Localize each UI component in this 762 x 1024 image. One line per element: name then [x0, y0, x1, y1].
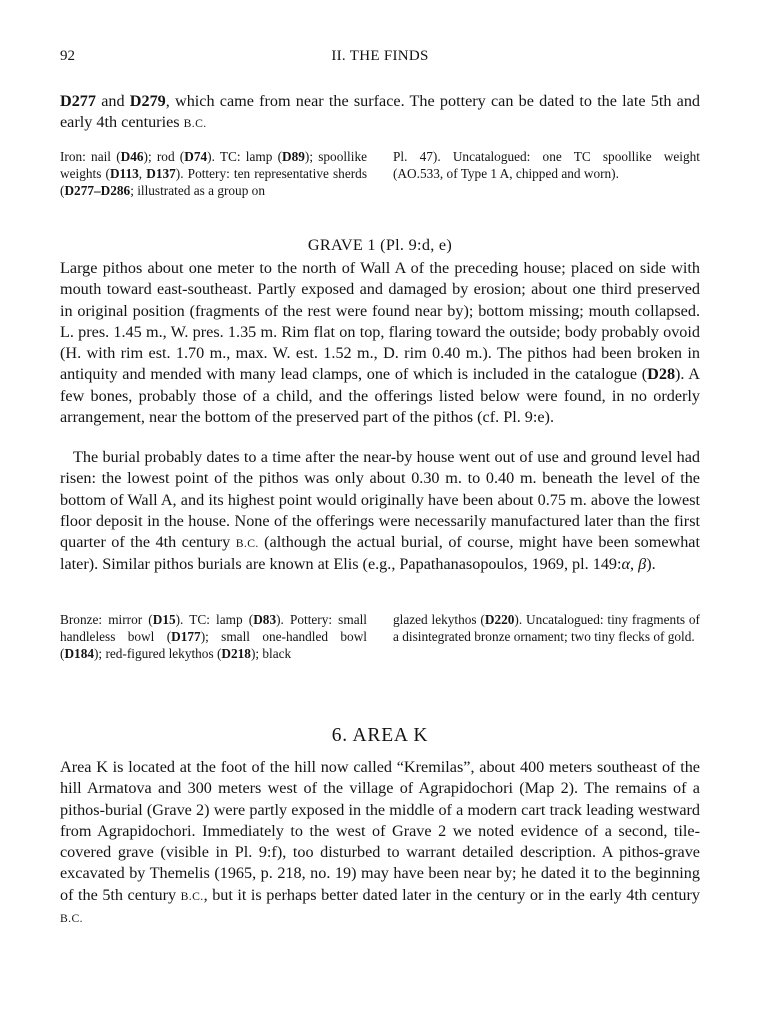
finds-list-2-right: glazed lekythos (D220). Uncatalogued: tiny fragments of a disintegrated bronze ornament; two tiny flecks of gold. — [393, 612, 700, 645]
catalogue-ref: D279 — [129, 92, 166, 110]
area-k-description: Area K is located at the foot of the hill now called “Kremilas”, about 400 meters southeast of the hill Armatova and 300 meters west of the village of Agrapidochori (Map 2). The remains of a pithos-burial (Grave 2) were partly exposed in the middle of a modern cart track leading westward from Agrapidochori. Immediately to the west of Grave 2 we noted evidence of a second, tile-covered grave (visible in Pl. 9:f), too disturbed to warrant detailed description. A pithos-grave excavated by Themelis (1965, p. 218, no. 19) may have been near by; he dated it to the beginning of the 5th century B.C., but it is perhaps better dated later in the century or in the early 4th century B.C. — [60, 758, 701, 926]
finds-list-1-right: Pl. 47). Uncatalogued: one TC spoollike weight (AO.533, of Type 1 A, chipped and worn). — [393, 149, 700, 182]
catalogue-ref: D28 — [647, 365, 676, 384]
running-title: II. THE FINDS — [331, 48, 429, 64]
page-header — [60, 48, 700, 72]
catalogue-ref: D277 — [60, 92, 96, 110]
grave-1-description: Large pithos about one meter to the north of Wall A of the preceding house; placed on side with mouth toward east-southeast. Partly exposed and damaged by erosion; about one third preserved in original position (fragments of the rest were found near by); bottom missing; mouth collapsed. L. pres. 1.45 m., W. pres. 1.35 m. Rim flat on top, flaring toward the outside; body probably ovoid (H. with rim est. 1.70 m., max. W. est. 1.52 m., D. rim 0.40 m.). The pithos had been broken in antiquity and mended with many lead clamps, one of which is included in the catalogue (D28). A few bones, probably those of a child, and the offerings listed below were found, in no orderly arrangement, near the bottom of the preserved part of the pithos (cf. Pl. 9:e). — [60, 259, 700, 427]
page-number: 92 — [60, 48, 75, 64]
grave-1-heading: GRAVE 1 (Pl. 9:d, e) — [307, 236, 453, 254]
finds-list-1-left: Iron: nail (D46); rod (D74). TC: lamp (D89); spoollike weights (D113, D137). Pottery: ten representative sherds (D277–D286; illustrated as a group on — [60, 149, 367, 199]
area-k-heading: 6. AREA K — [331, 725, 429, 746]
intro-paragraph: D277 and D279, which came from near the surface. The pottery can be dated to the late 5th and early 4th centuries B.C. — [60, 92, 701, 132]
finds-list-2-left: Bronze: mirror (D15). TC: lamp (D83). Pottery: small handleless bowl (D177); small one-handled bowl (D184); red-figured lekythos (D218); black — [60, 612, 367, 662]
grave-1-dating: The burial probably dates to a time after the near-by house went out of use and ground level had risen: the lowest point of the pithos was only about 0.30 m. to 0.40 m. beneath the level of the bottom of Wall A, and its highest point would originally have been about 0.75 m. above the lowest floor deposit in the house. None of the offerings were necessarily manufactured later than the first quarter of the 4th century B.C. (although the actual burial, of course, might have been somewhat later). Similar pithos burials are known at Elis (e.g., Papathanasopoulos, 1969, pl. 149:α, β). — [60, 448, 700, 574]
